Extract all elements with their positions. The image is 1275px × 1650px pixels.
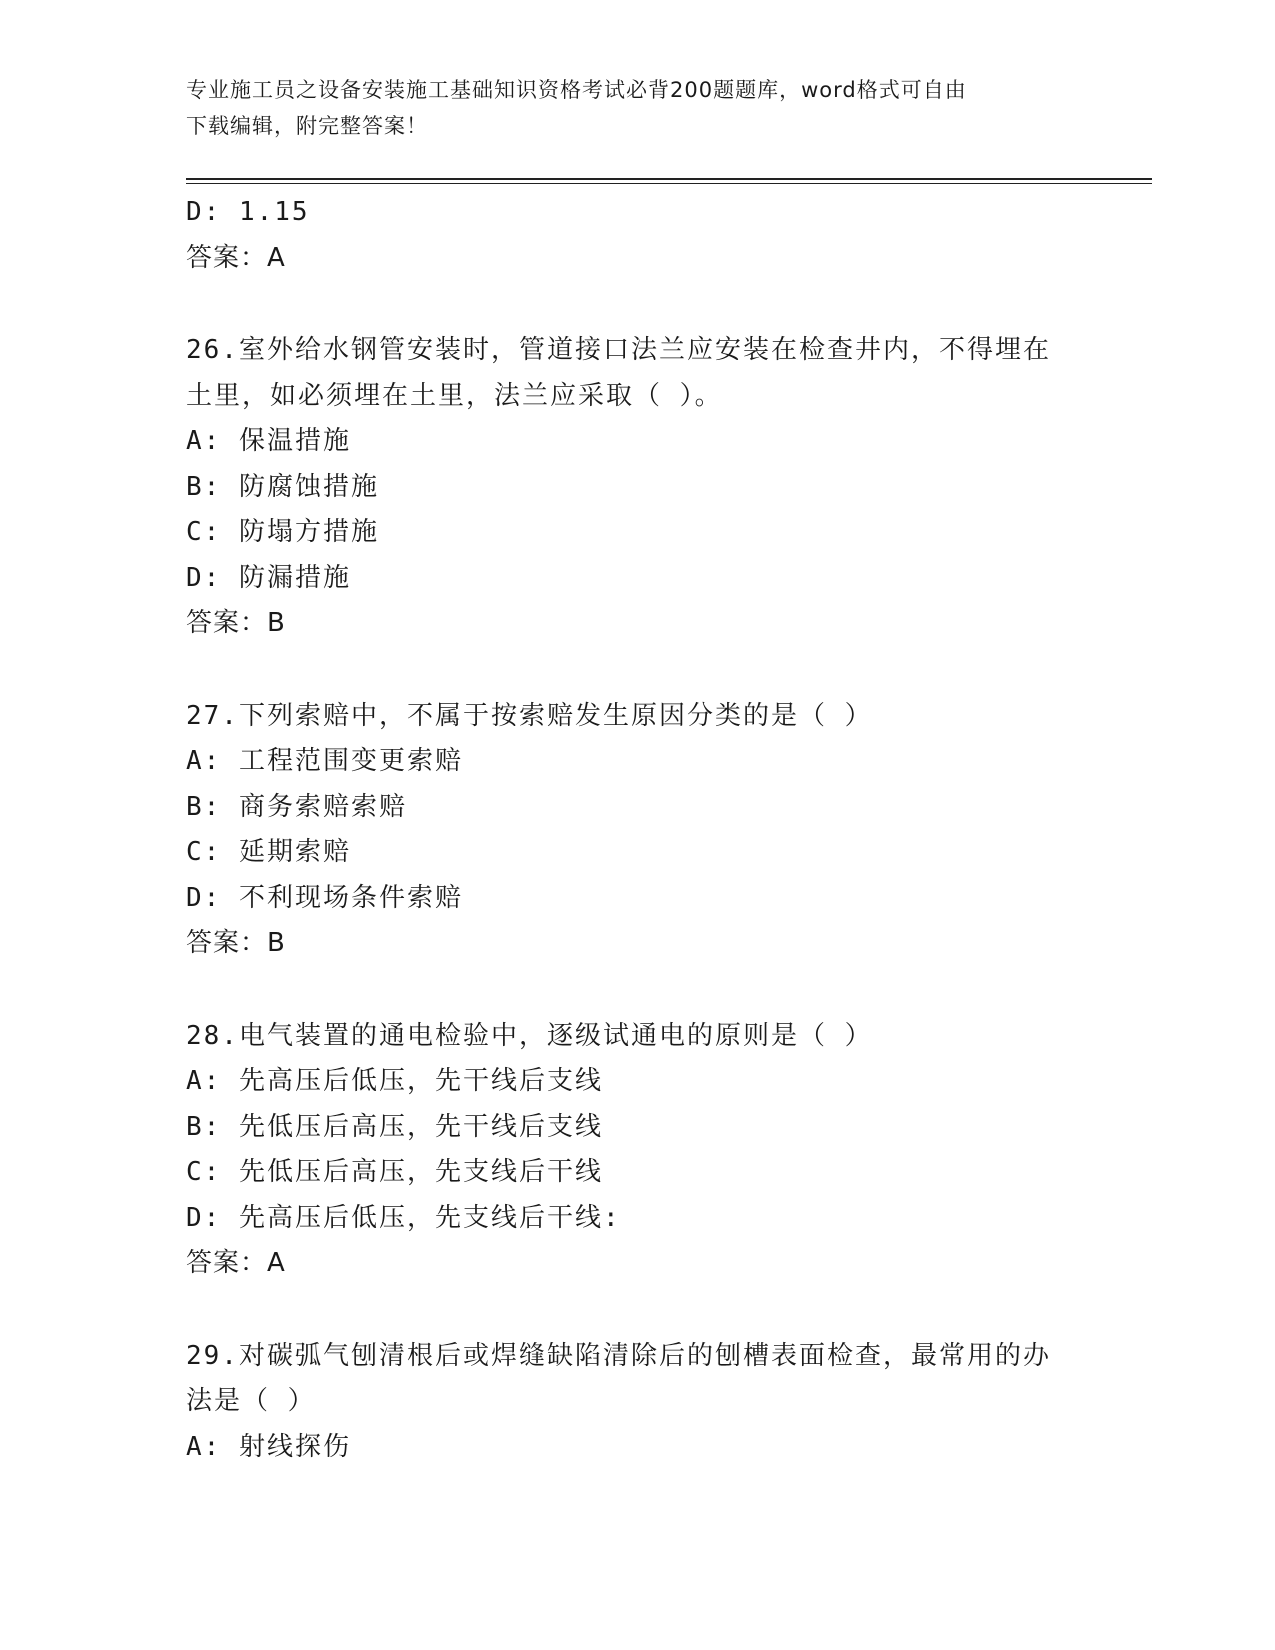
spacer [186,647,1086,694]
option-d: D: 防漏措施 [186,562,351,593]
option-a: A: 工程范围变更索赔 [186,746,463,776]
option-b: B: 商务索赔索赔 [186,791,407,822]
option-b: B: 防腐蚀措施 [186,471,379,502]
answer-line: 答案：B [186,608,286,638]
option-b: B: 先低压后高压，先干线后支线 [186,1111,603,1142]
question-28 [186,1014,1086,1287]
option-d: D: 1.15 [186,197,310,227]
option-d: D: 不利现场条件索赔 [186,882,463,913]
question-27 [186,694,1086,967]
question-stem-continued: 土里，如必须埋在土里，法兰应采取（ ）。 [186,380,723,411]
document-body [186,190,1086,1470]
question-stem: 28.电气装置的通电检验中，逐级试通电的原则是（ ） [186,1020,873,1051]
question-26 [186,328,1086,647]
header-line-2: 下载编辑，附完整答案！ [186,114,428,138]
option-c: C: 先低压后高压，先支线后干线 [186,1157,603,1187]
header-line-1: 专业施工员之设备安装施工基础知识资格考试必背200题题库，word格式可自由 [186,78,967,102]
spacer [186,281,1086,328]
spacer [186,967,1086,1014]
option-a: A: 保温措施 [186,426,351,456]
answer-line: 答案：A [186,242,286,273]
option-a: A: 射线探伤 [186,1431,351,1462]
question-stem: 29.对碳弧气刨清根后或焊缝缺陷清除后的刨槽表面检查，最常用的办 [186,1340,1051,1371]
question-stem-continued: 法是（ ） [186,1386,316,1416]
header-divider-thick [186,178,1152,180]
option-c: C: 防塌方措施 [186,517,379,547]
document-header [186,72,1066,144]
answer-line: 答案：B [186,928,286,958]
option-d: D: 先高压后低压，先支线后干线: [186,1202,621,1233]
option-a: A: 先高压后低压，先干线后支线 [186,1066,603,1096]
question-29 [186,1334,1086,1471]
question-stem: 26.室外给水钢管安装时，管道接口法兰应安装在检查井内，不得埋在 [186,335,1051,365]
option-c: C: 延期索赔 [186,837,351,867]
spacer [186,1287,1086,1334]
answer-line: 答案：A [186,1248,286,1278]
question-stem: 27.下列索赔中，不属于按索赔发生原因分类的是（ ） [186,700,873,731]
header-divider-thin [186,183,1152,184]
